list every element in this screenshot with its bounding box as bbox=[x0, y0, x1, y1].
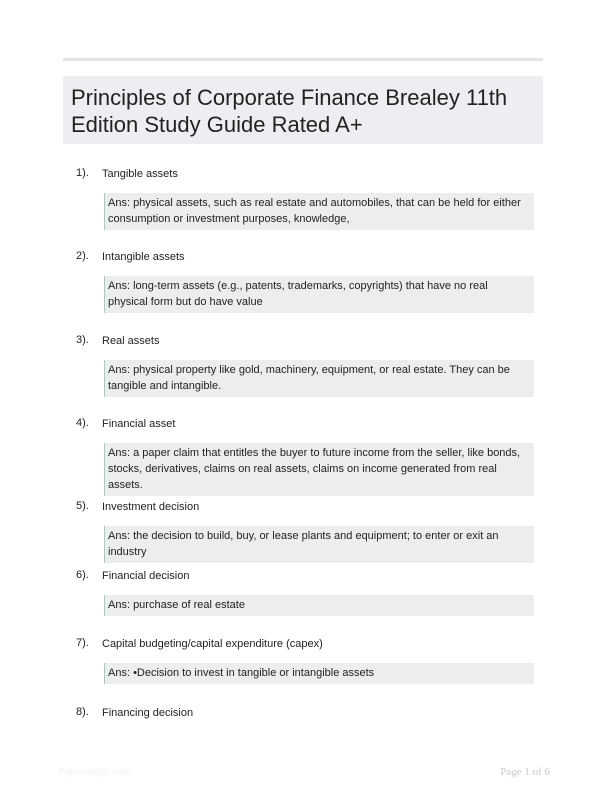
question-text: Financial decision bbox=[102, 570, 190, 582]
answer-box: Ans: a paper claim that entitles the buyer to future income from the seller, like bonds, stocks, derivatives, claims on real assets, claims on income generated from real assets. bbox=[104, 443, 534, 496]
question-number: 7). bbox=[76, 637, 89, 649]
answer-box: Ans: physical property like gold, machinery, equipment, or real estate. They can be tangible and intangible. bbox=[104, 360, 534, 397]
watermark-text: Paperwtfpic.com bbox=[58, 767, 132, 778]
answer-box: Ans: •Decision to invest in tangible or intangible assets bbox=[104, 663, 534, 684]
question-number: 1). bbox=[76, 167, 89, 179]
question-number: 5). bbox=[76, 500, 89, 512]
qa-item bbox=[63, 637, 543, 685]
answer-box: Ans: purchase of real estate bbox=[104, 595, 534, 616]
question-text: Intangible assets bbox=[102, 251, 185, 263]
question-number: 3). bbox=[76, 334, 89, 346]
question-text: Tangible assets bbox=[102, 168, 178, 180]
answer-box: Ans: long-term assets (e.g., patents, trademarks, copyrights) that have no real physical form but do have value bbox=[104, 276, 534, 313]
answer-box: Ans: physical assets, such as real estate and automobiles, that can be held for either consumption or investment purposes, knowledge, bbox=[104, 193, 534, 230]
title-banner bbox=[63, 76, 543, 144]
qa-item bbox=[63, 569, 543, 617]
qa-item bbox=[63, 417, 543, 491]
page-indicator: Page 1 of 6 bbox=[500, 766, 550, 778]
document-title: Principles of Corporate Finance Brealey 11th Edition Study Guide Rated A+ bbox=[71, 85, 508, 137]
question-text: Real assets bbox=[102, 335, 160, 347]
answer-box: Ans: the decision to build, buy, or lease plants and equipment; to enter or exit an industry bbox=[104, 526, 534, 563]
question-text: Investment decision bbox=[102, 501, 200, 513]
top-divider bbox=[63, 58, 543, 61]
question-number: 6). bbox=[76, 569, 89, 581]
qa-item bbox=[63, 706, 543, 726]
qa-item bbox=[63, 334, 543, 396]
question-number: 4). bbox=[76, 417, 89, 429]
qa-item bbox=[63, 500, 543, 558]
question-text: Financing decision bbox=[102, 707, 194, 719]
question-number: 2). bbox=[76, 250, 89, 262]
question-number: 8). bbox=[76, 706, 89, 718]
question-text: Financial asset bbox=[102, 418, 176, 430]
question-text: Capital budgeting/capital expenditure (capex) bbox=[102, 638, 323, 650]
qa-item bbox=[63, 250, 543, 312]
qa-item bbox=[63, 167, 543, 229]
